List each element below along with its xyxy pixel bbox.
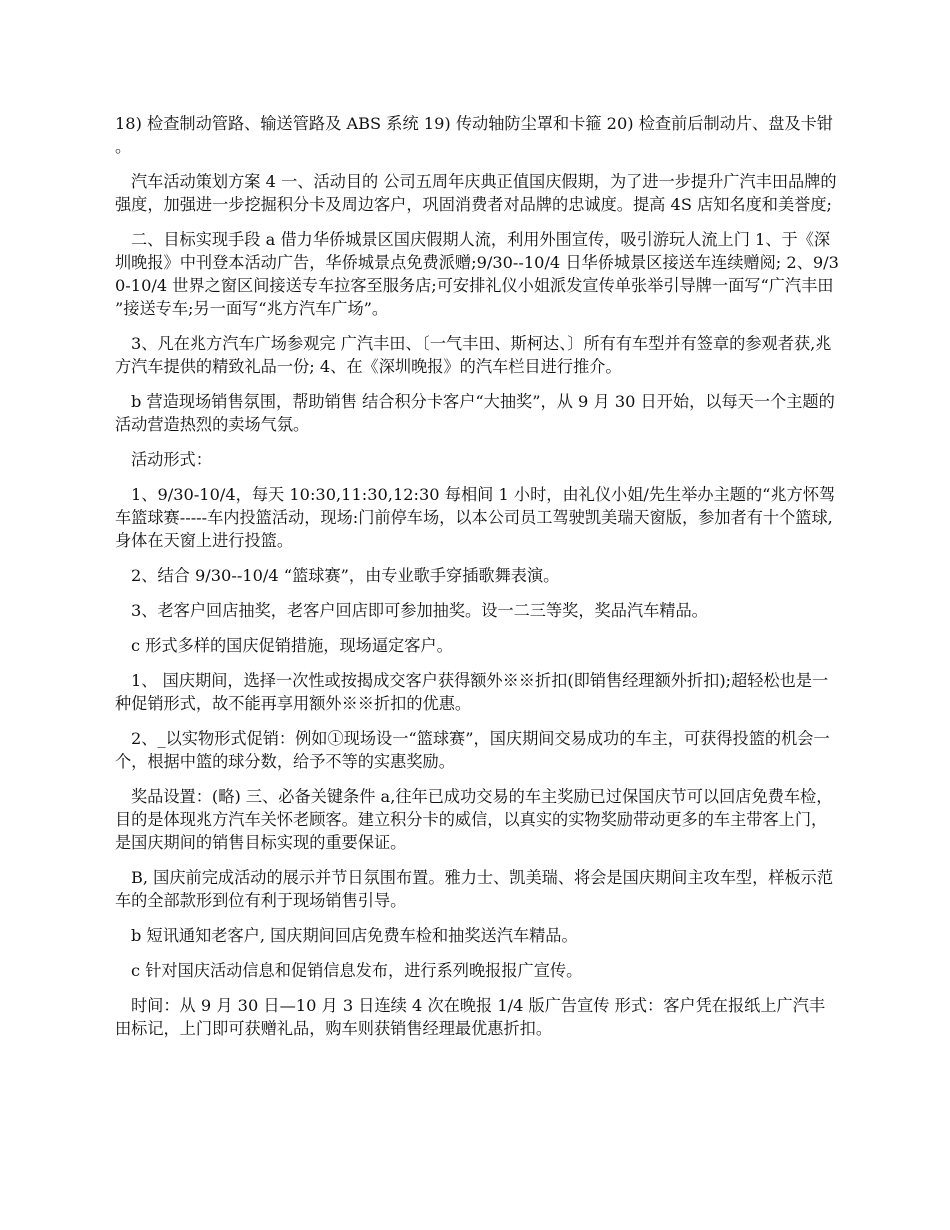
document-page	[115, 112, 840, 1052]
paragraph-physical-promotion: 2、_以实物形式促销：例如①现场设一“篮球赛”，国庆期间交易成功的车主，可获得投篮的机会一个，根据中篮的球分数，给予不等的实惠奖励。	[115, 729, 830, 771]
paragraph-singer-show: 2、结合 9/30--10/4 “篮球赛”，由专业歌手穿插歌舞表演。	[131, 566, 560, 585]
paragraph-promotion-measures: c 形式多样的国庆促销措施，现场逼定客户。	[131, 636, 453, 655]
paragraph-old-customer-draw: 3、老客户回店抽奖，老客户回店即可参加抽奖。设一二三等奖，奖品汽车精品。	[131, 601, 708, 620]
paragraph-sms-notice: b 短讯通知老客户, 国庆期间回店免费车检和抽奖送汽车精品。	[131, 926, 578, 945]
paragraph-sales-atmosphere: b 营造现场销售氛围，帮助销售 结合积分卡客户“大抽奖”，从 9 月 30 日开始，以每天一个主题的活动营造热烈的卖场气氛。	[115, 392, 835, 434]
paragraph-target-means: 二、目标实现手段 a 借力华侨城景区国庆假期人流，利用外围宣传，吸引游玩人流上门 1、于《深圳晚报》中刊登本活动广告，华侨城景点免费派赠;9/30--10/4 日华侨城景区接送车连续赠阅; 2、9/30-10/4 世界之窗区间接送专车拉客至服务店;可安排礼仪小姐派发宣传单张举引导牌一面写“广汽丰田”接送专车;另一面写“兆方汽车广场”。	[115, 230, 839, 318]
paragraph-activity-form-heading: 活动形式：	[131, 450, 212, 469]
paragraph-ad-schedule: 时间：从 9 月 30 日—10 月 3 日连续 4 次在晚报 1/4 版广告宣传 形式：客户凭在报纸上广汽丰田标记，上门即可获赠礼品，购车则获销售经理最优惠折扣。	[115, 996, 826, 1038]
paragraph-plan-purpose: 汽车活动策划方案 4 一、活动目的 公司五周年庆典正值国庆假期，为了进一步提升广汽丰田品牌的强度，加强进一步挖掘积分卡及周边客户，巩固消费者对品牌的忠诚度。提高 4S 店知名度和美誉度;	[115, 172, 837, 214]
paragraph-prize-settings: 奖品设置：(略) 三、必备关键条件 a,往年已成功交易的车主奖励已过保国庆节可以回店免费车检，目的是体现兆方汽车关怀老顾客。建立积分卡的威信，以真实的实物奖励带动更多的车主带客上门，是国庆期间的销售目标实现的重要保证。	[115, 787, 833, 852]
paragraph-newspaper-ads: c 针对国庆活动信息和促销信息发布，进行系列晚报报广宣传。	[131, 961, 583, 980]
paragraph-discount: 1、 国庆期间，选择一次性或按揭成交客户获得额外※※折扣(即销售经理额外折扣);超轻松也是一种促销形式，故不能再享用额外※※折扣的优惠。	[115, 671, 829, 713]
paragraph-visitor-gift: 3、凡在兆方汽车广场参观完 广汽丰田、〔一气丰田、斯柯达、〕所有有车型并有签章的参观者获,兆方汽车提供的精致礼品一份; 4、在《深圳晚报》的汽车栏目进行推介。	[115, 334, 832, 376]
paragraph-brake-check: 18) 检查制动管路、输送管路及 ABS 系统 19) 传动轴防尘罩和卡箍 20) 检查前后制动片、盘及卡钳。	[115, 114, 833, 156]
paragraph-basketball-event: 1、9/30-10/4，每天 10:30,11:30,12:30 每相间 1 小时，由礼仪小姐/先生举办主题的“兆方怀驾车篮球赛-----车内投篮活动，现场:门前停车场，以本公司员工驾驶凯美瑞天窗版，参加者有十个篮球,身体在天窗上进行投篮。	[115, 485, 836, 550]
paragraph-display-layout: B, 国庆前完成活动的展示并节日氛围布置。雅力士、凯美瑞、将会是国庆期间主攻车型，样板示范车的全部款形到位有利于现场销售引导。	[115, 868, 834, 910]
